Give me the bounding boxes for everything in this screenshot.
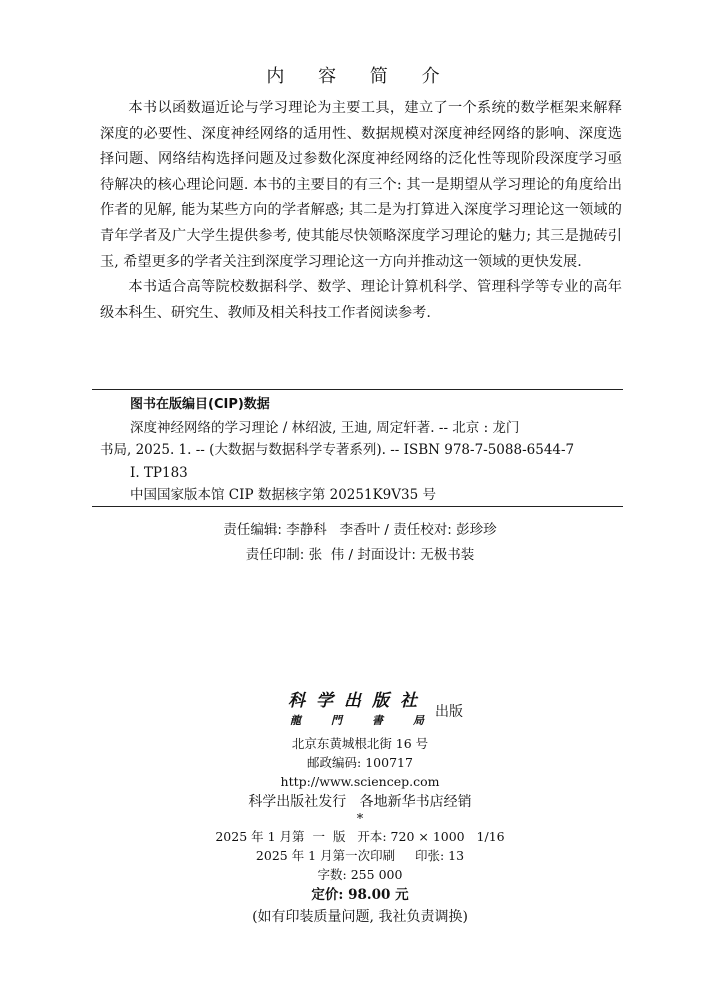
cip-line: 深度神经网络的学习理论 / 林绍波, 王迪, 周定轩著. -- 北京 : 龙门 xyxy=(130,419,520,436)
publish-word: 出版 xyxy=(435,704,463,720)
page-title: 内 容 简 介 xyxy=(266,66,454,87)
credits-editors: 责任编辑: 李静科 李香叶 / 责任校对: 彭珍珍 xyxy=(223,522,497,538)
quality-note: (如有印装质量问题, 我社负责调换) xyxy=(252,909,468,925)
cip-top-divider xyxy=(92,389,623,390)
price: 定价: 98.00 元 xyxy=(311,887,409,903)
logo-science-press: 科学出版社 xyxy=(288,691,428,711)
word-count: 字数: 255 000 xyxy=(317,867,403,882)
cip-heading: 图书在版编目(CIP)数据 xyxy=(130,397,270,412)
postcode: 邮政编码: 100717 xyxy=(307,755,413,770)
cip-bottom-divider xyxy=(92,506,623,507)
cip-line: 书局, 2025. 1. -- (大数据与数据科学专著系列). -- ISBN 978-7-5088-6544-7 xyxy=(100,442,575,458)
introduction-text xyxy=(100,96,622,326)
cip-number: 中国国家版本馆 CIP 数据核字第 20251K9V35 号 xyxy=(130,487,436,503)
credits-production: 责任印制: 张 伟 / 封面设计: 无极书装 xyxy=(245,547,475,563)
publisher-logo xyxy=(288,686,454,734)
intro-paragraph: 本书以函数逼近论与学习理论为主要工具，建立了一个系统的数学框架来解释深度的必要性、深度神经网络的适用性、数据规模对深度神经网络的影响、深度选择问题、网络结构选择问题及过参数化深度神经网络的泛化性等现阶段深度学习亟待解决的核心理论问题. 本书的主要目的有三个: 其一是期望从学习理论的角度给出作者的见解, 能为某些方向的学者解惑; 其二是为打算进入深度学习理论这一领域的青年学者及广大学生提供参考, 使其能尽快领略深度学习理论的魅力; 其三是抛砖引玉, 希望更多的学者关注到深度学习理论这一方向并推动这一领域的更快发展. xyxy=(100,100,622,270)
publisher-address: 北京东黄城根北街 16 号 xyxy=(291,736,429,751)
cip-line: I. TP183 xyxy=(130,464,188,481)
separator-star: * xyxy=(356,812,364,827)
cip-data-block xyxy=(100,394,624,507)
intro-paragraph: 本书适合高等院校数据科学、数学、理论计算机科学、管理科学等专业的高年级本科生、研究生、教师及相关科技工作者阅读参考. xyxy=(100,279,622,321)
printing-info: 2025 年 1 月第一次印刷 印张: 13 xyxy=(255,848,465,863)
credits xyxy=(0,518,720,568)
edition-info: 2025 年 1 月第 一 版 开本: 720 × 1000 1/16 xyxy=(215,829,505,844)
website: http://www.sciencep.com xyxy=(280,774,440,789)
distribution: 科学出版社发行 各地新华书店经销 xyxy=(248,794,472,810)
logo-longmen: 龍門書局 xyxy=(290,714,454,727)
imprint-block xyxy=(0,734,720,928)
